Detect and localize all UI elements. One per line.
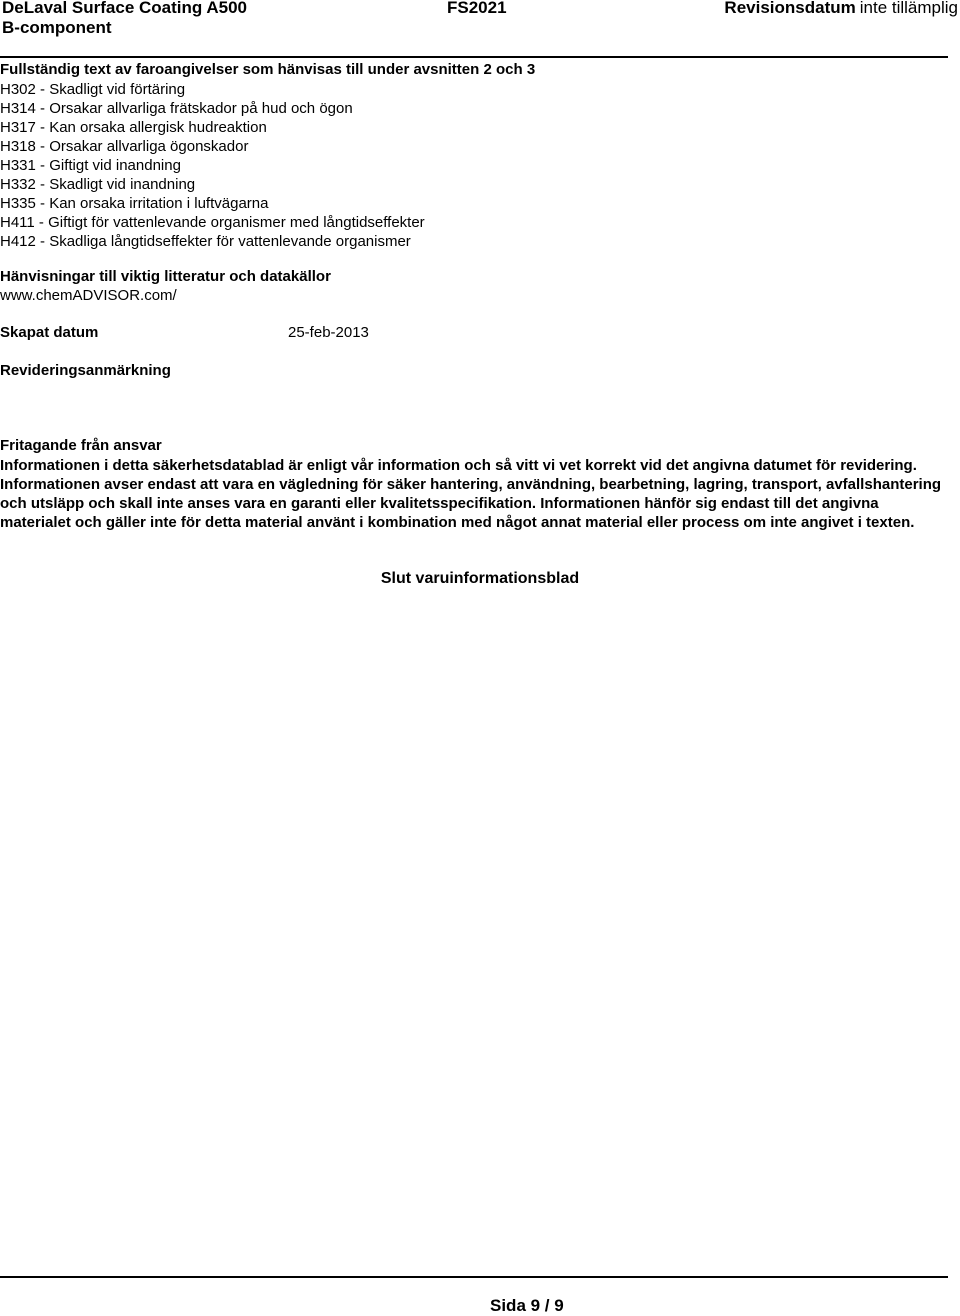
revision-date [724, 0, 958, 18]
header-divider [0, 56, 948, 58]
hazard-statement: H302 - Skadligt vid förtäring [0, 81, 186, 98]
hazard-statement: H331 - Giftigt vid inandning [0, 157, 181, 174]
hazard-statements-list [0, 80, 425, 251]
hazard-statement: H318 - Orsakar allvarliga ögonskador [0, 138, 249, 155]
hazard-statement: H335 - Kan orsaka irritation i luftvägarna [0, 195, 269, 212]
revision-date-value: inte tillämplig [859, 0, 958, 17]
references-url: www.chemADVISOR.com/ [0, 287, 177, 304]
hazard-statement: H411 - Giftigt för vattenlevande organismer med långtidseffekter [0, 214, 425, 231]
product-name: DeLaval Surface Coating A500 [2, 0, 248, 17]
end-of-sheet-label: Slut varuinformationsblad [380, 570, 580, 587]
hazard-statement: H412 - Skadliga långtidseffekter för vattenlevande organismer [0, 233, 411, 250]
created-date-label: Skapat datum [0, 324, 99, 341]
hazard-statement: H317 - Kan orsaka allergisk hudreaktion [0, 119, 267, 136]
hazard-statements-heading: Fullständig text av faroangivelser som hänvisas till under avsnitten 2 och 3 [0, 61, 536, 78]
created-date-value: 25-feb-2013 [288, 324, 369, 341]
document-code: FS2021 [447, 0, 507, 17]
footer-divider [0, 1276, 948, 1278]
hazard-statement: H332 - Skadligt vid inandning [0, 176, 196, 193]
revision-date-label: Revisionsdatum [724, 0, 856, 17]
product-subname: B-component [2, 18, 112, 37]
revision-note-label: Revideringsanmärkning [0, 362, 171, 379]
page-number: Sida 9 / 9 [490, 1296, 564, 1315]
disclaimer-heading: Fritagande från ansvar [0, 437, 162, 454]
hazard-statement: H314 - Orsakar allvarliga frätskador på hud och ögon [0, 100, 353, 117]
references-heading: Hänvisningar till viktig litteratur och datakällor [0, 268, 331, 285]
disclaimer-text: Informationen i detta säkerhetsdatablad är enligt vår information och så vitt vi vet korrekt vid det angivna datumet för revidering. Informationen avser endast att vara en vägledning för säker hantering, användning, bearbetning, lagring, transport, avfallshantering och utsläpp och skall inte anses vara en garanti eller kvalitetsspecifikation. Informationen hänför sig endast till det angivna materialet och gäller inte för detta material använt i kombination med något annat material eller process om inte angivet i texten. [0, 457, 942, 531]
